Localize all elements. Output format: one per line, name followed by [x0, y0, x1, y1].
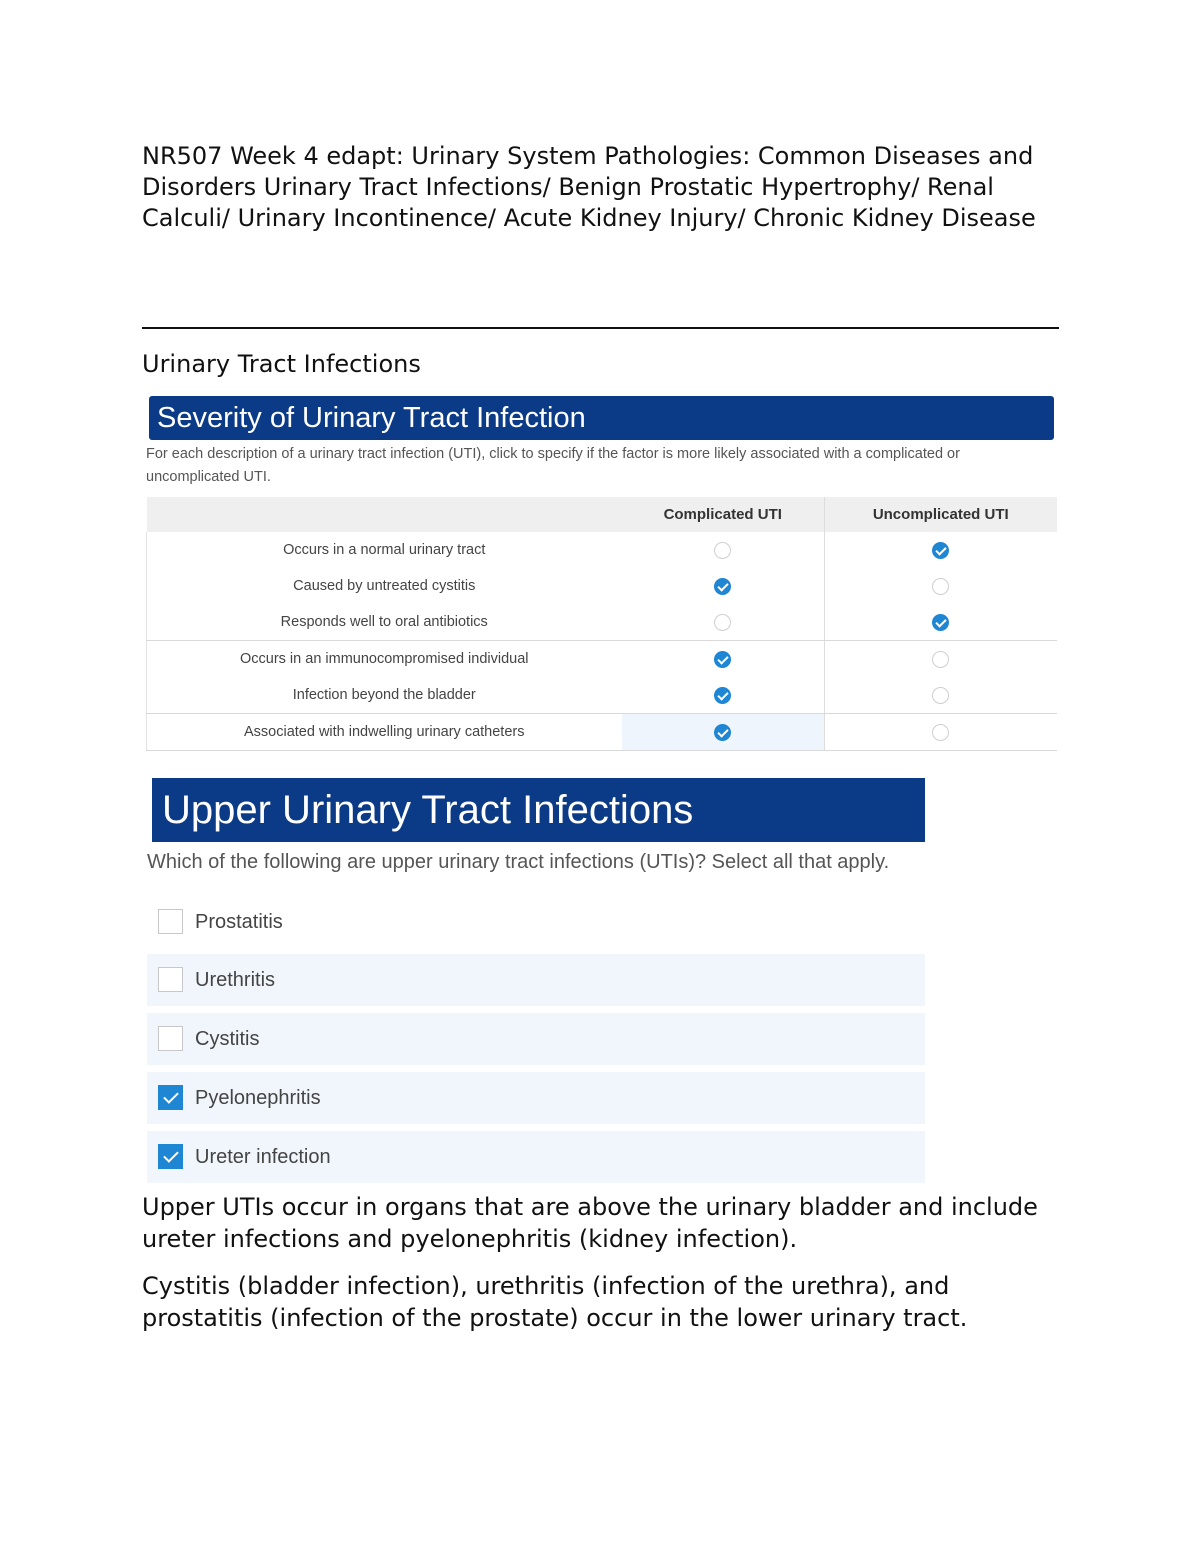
option-label: Cystitis: [195, 1028, 260, 1050]
upper-uti-banner: Upper Urinary Tract Infections: [152, 778, 925, 842]
row-description: Infection beyond the bladder: [147, 677, 622, 714]
checkbox-checked[interactable]: [158, 1144, 183, 1169]
row-description: Associated with indwelling urinary catheters: [147, 714, 622, 751]
radio-selected[interactable]: [714, 578, 731, 595]
radio-selected[interactable]: [932, 614, 949, 631]
severity-matrix: [146, 497, 1057, 751]
radio-unselected[interactable]: [932, 578, 949, 595]
complicated-cell: [622, 604, 825, 641]
explanation-paragraph-1: Upper UTIs occur in organs that are above the urinary bladder and include ureter infections and pyelonephritis (kidney infection).: [142, 1193, 1038, 1253]
radio-unselected[interactable]: [932, 687, 949, 704]
complicated-cell: [622, 532, 825, 568]
radio-selected[interactable]: [714, 651, 731, 668]
uncomplicated-cell: [825, 641, 1057, 678]
radio-selected[interactable]: [714, 687, 731, 704]
row-description: Occurs in an immunocompromised individual: [147, 641, 622, 678]
row-description: Caused by untreated cystitis: [147, 568, 622, 604]
uncomplicated-cell: [825, 714, 1057, 751]
column-header-complicated: Complicated UTI: [622, 497, 825, 532]
section-heading: Urinary Tract Infections: [142, 350, 421, 378]
option-label: Prostatitis: [195, 911, 283, 933]
checkbox[interactable]: [158, 967, 183, 992]
severity-instructions: For each description of a urinary tract infection (UTI), click to specify if the factor is more likely associated with a complicated or uncomplicated UTI.: [146, 446, 960, 485]
checkbox-checked[interactable]: [158, 1085, 183, 1110]
column-header-uncomplicated: Uncomplicated UTI: [825, 497, 1057, 532]
radio-selected[interactable]: [932, 542, 949, 559]
option-cystitis[interactable]: [147, 1013, 925, 1065]
option-ureter-infection[interactable]: [147, 1131, 925, 1183]
option-urethritis[interactable]: [147, 954, 925, 1006]
complicated-cell: [622, 714, 825, 751]
matrix-row: [147, 641, 1057, 678]
horizontal-rule: [142, 327, 1059, 329]
document-title: NR507 Week 4 edapt: Urinary System Pathologies: Common Diseases and Disorders Urinary Tract Infections/ Benign Prostatic Hypertrophy/ Renal Calculi/ Urinary Incontinence/ Acute Kidney Injury/ Chronic Kidney Disease: [142, 142, 1036, 232]
row-description: Occurs in a normal urinary tract: [147, 532, 622, 568]
radio-unselected[interactable]: [714, 542, 731, 559]
uncomplicated-cell: [825, 532, 1057, 568]
complicated-cell: [622, 677, 825, 714]
radio-unselected[interactable]: [932, 651, 949, 668]
severity-banner: Severity of Urinary Tract Infection: [149, 396, 1054, 440]
option-label: Ureter infection: [195, 1146, 331, 1168]
radio-unselected[interactable]: [932, 724, 949, 741]
option-label: Pyelonephritis: [195, 1087, 321, 1109]
uncomplicated-cell: [825, 604, 1057, 641]
complicated-cell: [622, 641, 825, 678]
matrix-row: [147, 714, 1057, 751]
option-label: Urethritis: [195, 969, 276, 991]
complicated-cell: [622, 568, 825, 604]
matrix-row: [147, 532, 1057, 568]
radio-selected[interactable]: [714, 724, 731, 741]
column-header-description: [147, 497, 622, 532]
matrix-row: [147, 568, 1057, 604]
option-prostatitis[interactable]: [147, 896, 925, 948]
matrix-row: [147, 677, 1057, 714]
row-description: Responds well to oral antibiotics: [147, 604, 622, 641]
checkbox[interactable]: [158, 909, 183, 934]
option-pyelonephritis[interactable]: [147, 1072, 925, 1124]
radio-unselected[interactable]: [714, 614, 731, 631]
checkbox[interactable]: [158, 1026, 183, 1051]
upper-uti-question: Which of the following are upper urinary tract infections (UTIs)? Select all that apply.: [147, 851, 890, 873]
uncomplicated-cell: [825, 568, 1057, 604]
matrix-row: [147, 604, 1057, 641]
uncomplicated-cell: [825, 677, 1057, 714]
explanation-paragraph-2: Cystitis (bladder infection), urethritis (infection of the urethra), and prostatitis (infection of the prostate) occur in the lower urinary tract.: [142, 1272, 968, 1332]
